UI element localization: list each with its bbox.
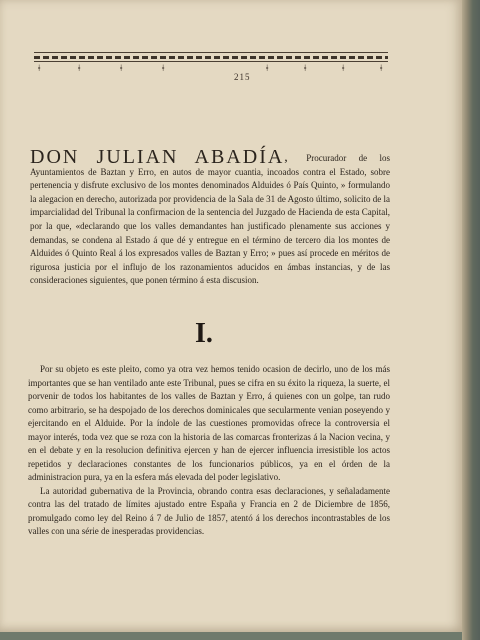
border-pendant: ǂ <box>342 63 345 73</box>
name-comma: , <box>284 150 288 165</box>
border-pendant: ǂ <box>162 63 165 73</box>
paragraph-1: Por su objeto es este pleito, como ya otra vez hemos tenido ocasion de decirlo, uno de los más importantes que se han ventilado ante este Tribunal, pues se cifra en su éxito la riqueza, la suerte, el porvenir de todos los habitantes de los valles de Baztan y Erro, á quienes con un golpe, tan rudo como arbitrario, se ha despojado de los derechos dominicales que secularmente venian poseyendo y ejercitando en el Alduide. Por la índole de las cuestiones promovidas ofrece la controversia el mayor interés, toda vez que se roza con la historia de las comarcas fronterizas á la Nacion vecina, y en el debate y en la resolucion definitiva ejercen y han de ejercer influencia irresistible los actos repetidos y declaraciones constantes de los funcionarios públicos, ya en el órden de la administracion pura, ya en la esfera más elevada del poder legislativo. <box>28 364 390 482</box>
page-number: 215 <box>234 72 251 82</box>
paragraph-2: La autoridad gubernativa de la Provincia, obrando contra esas declaraciones, y señaladamente contra las del tratado de límites ajustado entre España y Francia en 2 de Diciembre de 1856, promulgado como ley del Reino á 7 de Julio de 1857, atentó á los derechos incontrastables de los valles con una série de inesperadas providencias. <box>28 485 390 536</box>
section-heading: I. <box>195 318 213 349</box>
author-name: DON JULIAN ABADÍA <box>30 146 285 168</box>
intro-text: Procurador de los Ayuntamientos de Baztan y Erro, en autos de mayor cuantia, incoados contra el Estado, sobre pertenencia y disfrute exclusivo de los montes denominados Alduides ó País Quinto, » formulando la alegacion en derecho, autorizada por providencia de la Sala de 31 de Agosto último, solicito de la imparcialidad del Tribunal la confirmacion de la sentencia del Juzgado de Hacienda de esta Capital, por la que, «declarando que los valles demandantes han justificado plenamente sus acciones y demandas, se condena al Estado á que dé y entregue en el término de tercero dia los montes de Alduides ó Quinto Real á los expresados valles de Baztan y Erro; » pues así procede en méritos de rigurosa justicia por el influjo de los razonamientos aducidos en ámbas instancias, y de las consideraciones siguientes, que ponen término á esta discusion. <box>30 153 390 286</box>
border-pendants <box>34 62 388 82</box>
border-dash-pattern <box>34 56 388 59</box>
border-pendant: ǂ <box>304 63 307 73</box>
ornamental-border <box>34 52 388 82</box>
border-pendant: ǂ <box>266 63 269 73</box>
border-line-top <box>34 52 388 53</box>
intro-paragraph <box>30 146 390 288</box>
page-edge <box>462 0 480 640</box>
border-pendant: ǂ <box>380 63 383 73</box>
border-pendant: ǂ <box>78 63 81 73</box>
body-text <box>28 363 390 539</box>
border-pendant: ǂ <box>120 63 123 73</box>
border-pendant: ǂ <box>38 63 41 73</box>
